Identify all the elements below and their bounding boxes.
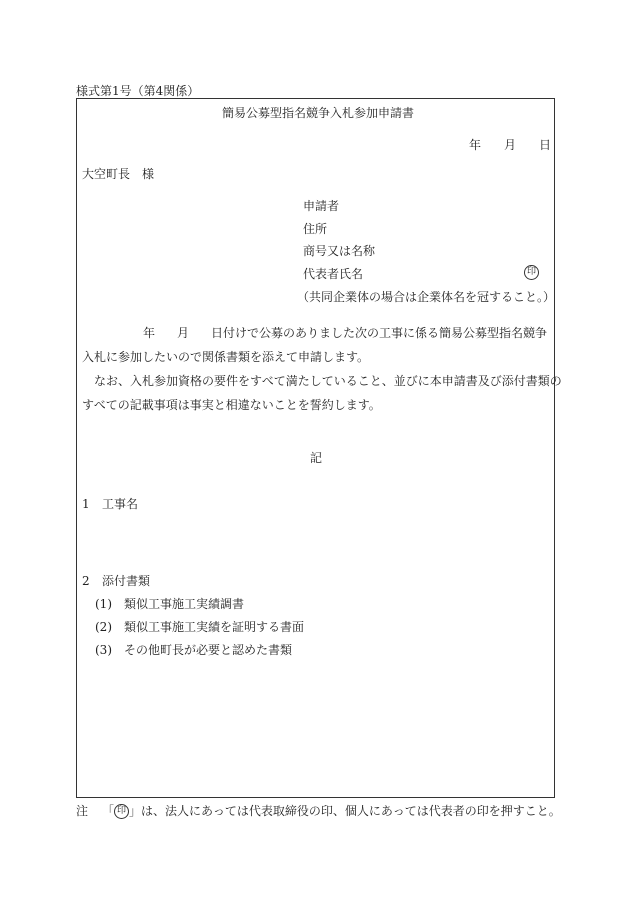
footnote-label: 注: [76, 804, 89, 818]
form-title: 簡易公募型指名競争入札参加申請書: [222, 106, 415, 120]
seal-mark: [524, 265, 539, 280]
applicant-representative: 代表者氏名: [303, 267, 364, 281]
footnote: [76, 804, 561, 819]
section2-number: 2: [82, 574, 90, 588]
attachment-item-3: その他町長が必要と認めた書類: [124, 643, 293, 657]
para2-line1: なお、入札参加資格の要件をすべて満たしていること、並びに本申請書及び添付書類の: [82, 374, 562, 388]
para1-line1: 日付けで公募のありました次の工事に係る簡易公募型指名競争: [211, 326, 548, 340]
section1-number: 1: [82, 497, 90, 511]
para2-line2: すべての記載事項は事実と相違ないことを誓約します。: [82, 398, 381, 412]
section1-label: 工事名: [102, 497, 139, 511]
date-day: 日: [539, 138, 552, 152]
attachment-item-2: 類似工事施工実績を証明する書面: [124, 620, 305, 634]
section2-label: 添付書類: [102, 574, 151, 588]
applicant-address: 住所: [303, 222, 328, 236]
addressee: 大空町長 様: [82, 167, 155, 181]
date-year: 年: [469, 138, 482, 152]
date-month: 月: [504, 138, 517, 152]
ki-heading: 記: [310, 451, 323, 465]
form-label: 様式第1号（第4関係）: [76, 84, 200, 98]
attachment-item-2-number: (2): [95, 620, 112, 634]
footnote-seal-icon: 印: [114, 804, 129, 819]
para1-line2: 入札に参加したいので関係書類を添えて申請します。: [82, 350, 370, 364]
footnote-bracket-open: 「: [102, 804, 115, 818]
attachment-item-1: 類似工事施工実績調書: [124, 597, 245, 611]
footnote-bracket-close: 」: [129, 804, 142, 818]
para1-month: 月: [177, 326, 190, 340]
jv-note: （共同企業体の場合は企業体名を冠すること。）: [297, 290, 556, 304]
para1-year: 年: [143, 326, 156, 340]
applicant-company: 商号又は名称: [303, 244, 376, 258]
seal-icon: 印: [524, 265, 539, 280]
attachment-item-1-number: (1): [95, 597, 112, 611]
applicant-heading: 申請者: [303, 199, 340, 213]
footnote-text: は、法人にあっては代表取締役の印、個人にあっては代表者の印を押すこと。: [141, 804, 561, 818]
attachment-item-3-number: (3): [95, 643, 112, 657]
